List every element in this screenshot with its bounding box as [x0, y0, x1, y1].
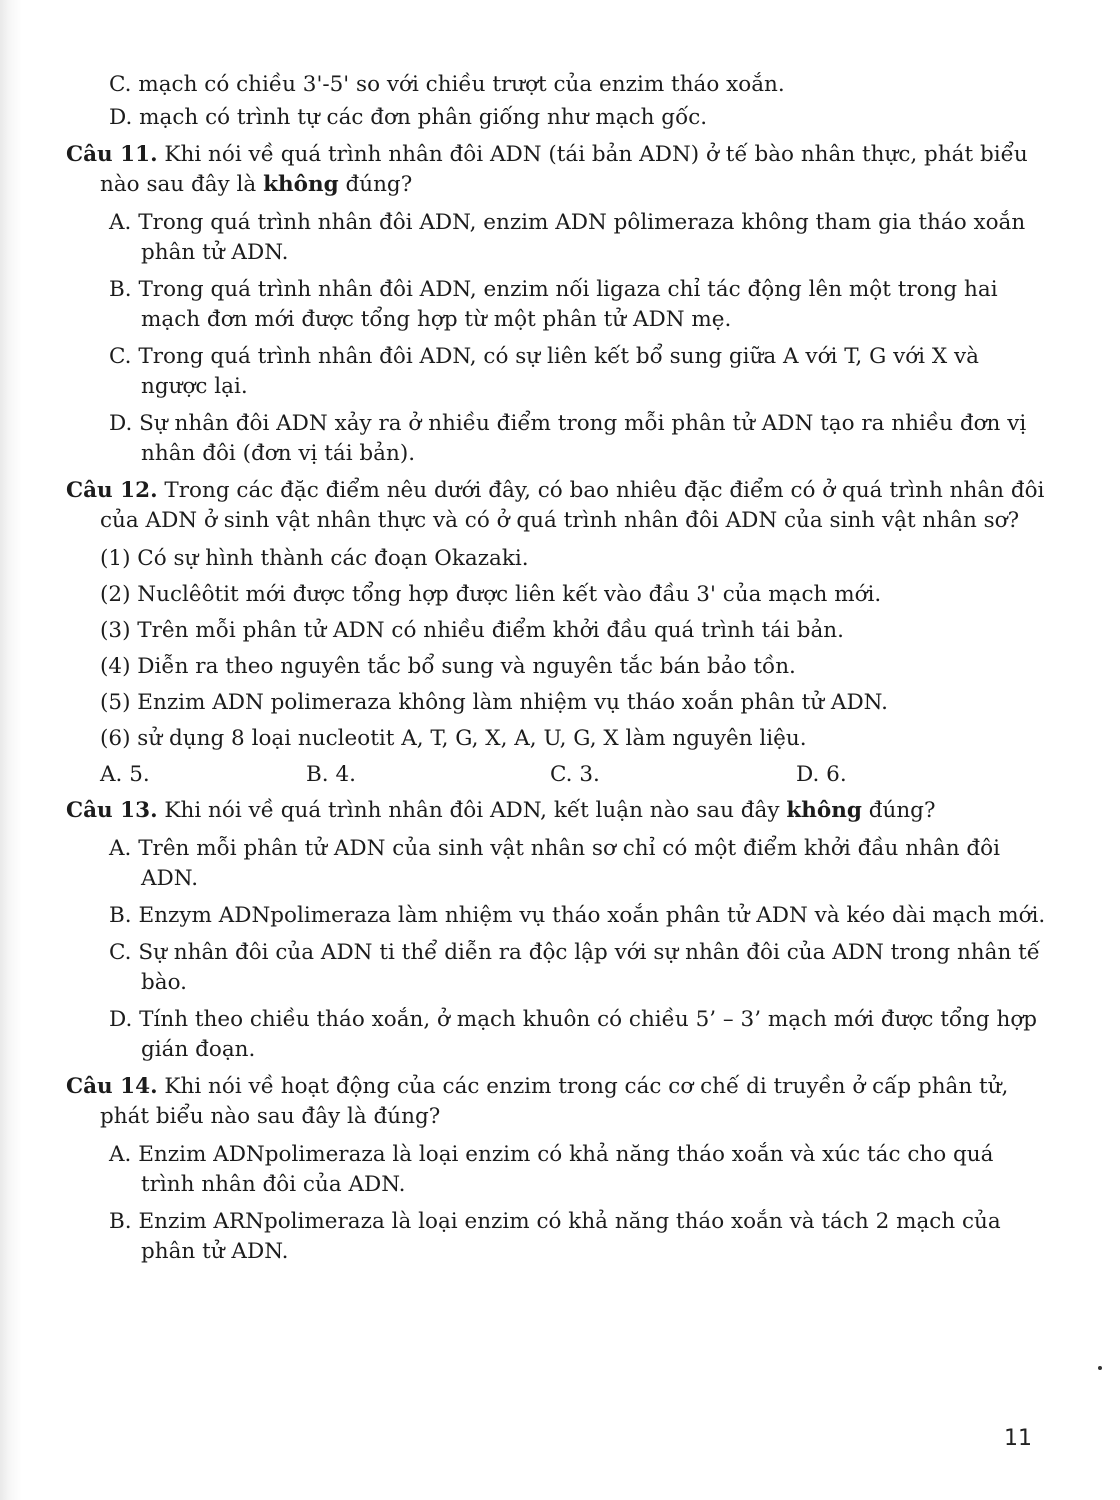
- q12-statement: (6) sử dụng 8 loại nucleotit A, T, G, X, A, U, G, X làm nguyên liệu.: [100, 726, 807, 751]
- q11-option-b: B. Trong quá trình nhân đôi ADN, enzim nối ligaza chỉ tác động lên một trong hai mạch đơn mới được tổng hợp từ một phân tử ADN mẹ.: [109, 277, 998, 332]
- q11-option-a: A. Trong quá trình nhân đôi ADN, enzim ADN pôlimeraza không tham gia tháo xoắn phân tử ADN.: [109, 210, 1026, 265]
- question-11-label: Câu 11.: [66, 142, 158, 167]
- q12-statement: (3) Trên mỗi phân tử ADN có nhiều điểm khởi đầu quá trình tái bản.: [100, 618, 844, 643]
- question-12: [66, 476, 1050, 536]
- question-12-stem: Trong các đặc điểm nêu dưới đây, có bao nhiêu đặc điểm có ở quá trình nhân đôi của ADN ở sinh vật nhân thực và có ở quá trình nhân đôi ADN của sinh vật nhân sơ?: [100, 478, 1045, 533]
- q11-option-d: D. Sự nhân đôi ADN xảy ra ở nhiều điểm trong mỗi phân tử ADN tạo ra nhiều đơn vị nhân đôi (đơn vị tái bản).: [109, 411, 1027, 466]
- question-14: [66, 1072, 1050, 1132]
- q14-option-a: A. Enzim ADNpolimeraza là loại enzim có khả năng tháo xoắn và xúc tác cho quá trình nhân đôi của ADN.: [109, 1142, 994, 1197]
- page-number: 11: [1004, 1426, 1032, 1451]
- page-content: [66, 70, 1050, 1274]
- question-11-emphasis: không: [263, 172, 339, 197]
- q12-answers: [66, 760, 1050, 790]
- q12-answer-b: B. 4.: [306, 762, 356, 787]
- question-11: [66, 140, 1050, 200]
- q14-option-b: B. Enzim ARNpolimeraza là loại enzim có khả năng tháo xoắn và tách 2 mạch của phân tử ADN.: [109, 1209, 1001, 1264]
- question-12-label: Câu 12.: [66, 478, 158, 503]
- q10-option-c: C. mạch có chiều 3'-5' so với chiều trượt của enzim tháo xoắn.: [109, 72, 785, 97]
- q12-answer-d: D. 6.: [796, 762, 847, 787]
- question-13: [66, 796, 1050, 826]
- question-13-emphasis: không: [786, 798, 862, 823]
- question-14-stem: Khi nói về hoạt động của các enzim trong các cơ chế di truyền ở cấp phân tử, phát biểu nào sau đây là đúng?: [100, 1074, 1009, 1129]
- q12-statement: (2) Nuclêôtit mới được tổng hợp được liên kết vào đầu 3' của mạch mới.: [100, 582, 882, 607]
- question-13-label: Câu 13.: [66, 798, 158, 823]
- q13-option-a: A. Trên mỗi phân tử ADN của sinh vật nhân sơ chỉ có một điểm khởi đầu nhân đôi ADN.: [109, 836, 1000, 891]
- question-11-stem-end: đúng?: [345, 172, 413, 197]
- q12-statement: (1) Có sự hình thành các đoạn Okazaki.: [100, 546, 529, 571]
- question-14-label: Câu 14.: [66, 1074, 158, 1099]
- q13-option-b: B. Enzym ADNpolimeraza làm nhiệm vụ tháo xoắn phân tử ADN và kéo dài mạch mới.: [109, 903, 1046, 928]
- q13-option-c: C. Sự nhân đôi của ADN ti thể diễn ra độc lập với sự nhân đôi của ADN trong nhân tế bào.: [109, 940, 1041, 995]
- question-13-stem-end: đúng?: [868, 798, 936, 823]
- question-11-stem: Khi nói về quá trình nhân đôi ADN (tái bản ADN) ở tế bào nhân thực, phát biểu nào sau đây là: [100, 142, 1028, 197]
- q12-answer-a: A. 5.: [100, 762, 150, 787]
- q12-answer-c: C. 3.: [550, 762, 600, 787]
- q13-option-d: D. Tính theo chiều tháo xoắn, ở mạch khuôn có chiều 5’ – 3’ mạch mới được tổng hợp gián đoạn.: [109, 1007, 1038, 1062]
- q12-statement: (4) Diễn ra theo nguyên tắc bổ sung và nguyên tắc bán bảo tồn.: [100, 654, 796, 679]
- scan-speck: [1098, 1366, 1102, 1370]
- q12-statement: (5) Enzim ADN polimeraza không làm nhiệm vụ tháo xoắn phân tử ADN.: [100, 690, 888, 715]
- q11-option-c: C. Trong quá trình nhân đôi ADN, có sự liên kết bổ sung giữa A với T, G với X và ngược lại.: [109, 344, 979, 399]
- q10-option-d: D. mạch có trình tự các đơn phân giống như mạch gốc.: [109, 105, 708, 130]
- question-13-stem: Khi nói về quá trình nhân đôi ADN, kết luận nào sau đây: [164, 798, 780, 823]
